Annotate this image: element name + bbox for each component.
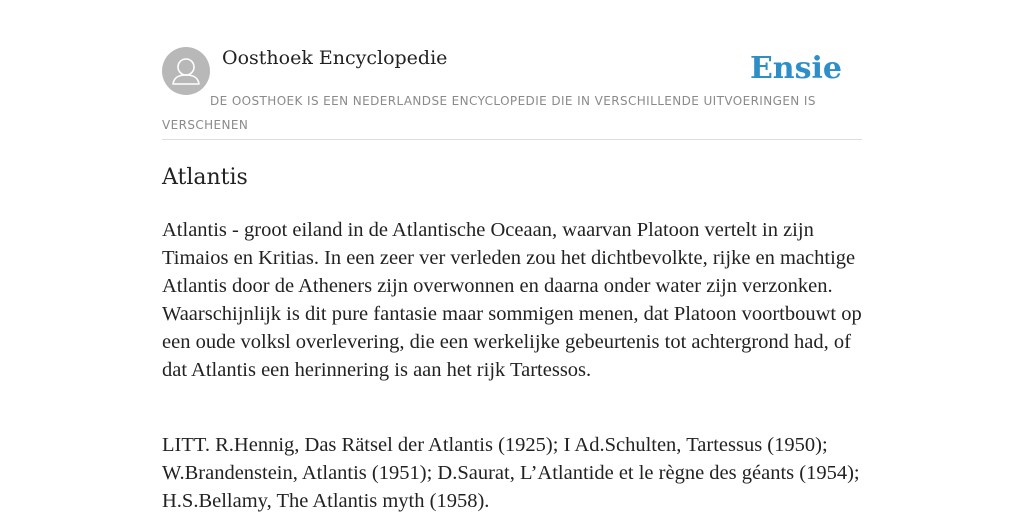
article-title: Atlantis — [162, 165, 248, 190]
site-tagline: DE OOSTHOEK IS EEN NEDERLANDSE ENCYCLOPEDIE DIE IN VERSCHILLENDE UITVOERINGEN IS VERSCHENEN — [162, 94, 816, 132]
header-divider — [162, 139, 862, 140]
user-silhouette-icon — [162, 47, 210, 95]
brand-logo-link[interactable]: Ensie — [749, 51, 842, 86]
site-name-link[interactable]: Oosthoek Encyclopedie — [222, 47, 448, 69]
avatar[interactable] — [162, 47, 210, 95]
article-literature: LITT. R.Hennig, Das Rätsel der Atlantis (1925); I Ad.Schulten, Tartessus (1950); W.Brandenstein, Atlantis (1951); D.Saurat, L’Atlantide et le règne des géants (1954); H.S.Bellamy, The Atlantis myth (1958). — [162, 434, 860, 512]
article-paragraph: Atlantis - groot eiland in de Atlantische Oceaan, waarvan Platoon vertelt in zijn Timaios en Kritias. In een zeer ver verleden zou het dichtbevolkte, rijke en machtige Atlantis door de Atheners zijn overwonnen en daarna onder water zijn verzonken. Waarschijnlijk is dit pure fantasie maar sommigen menen, dat Platoon voortbouwt op een oude volksl overlevering, die een werkelijke gebeurtenis tot achtergrond had, of dat Atlantis een herinnering is aan het rijk Tartessos. — [162, 219, 862, 381]
page-container — [162, 0, 862, 512]
